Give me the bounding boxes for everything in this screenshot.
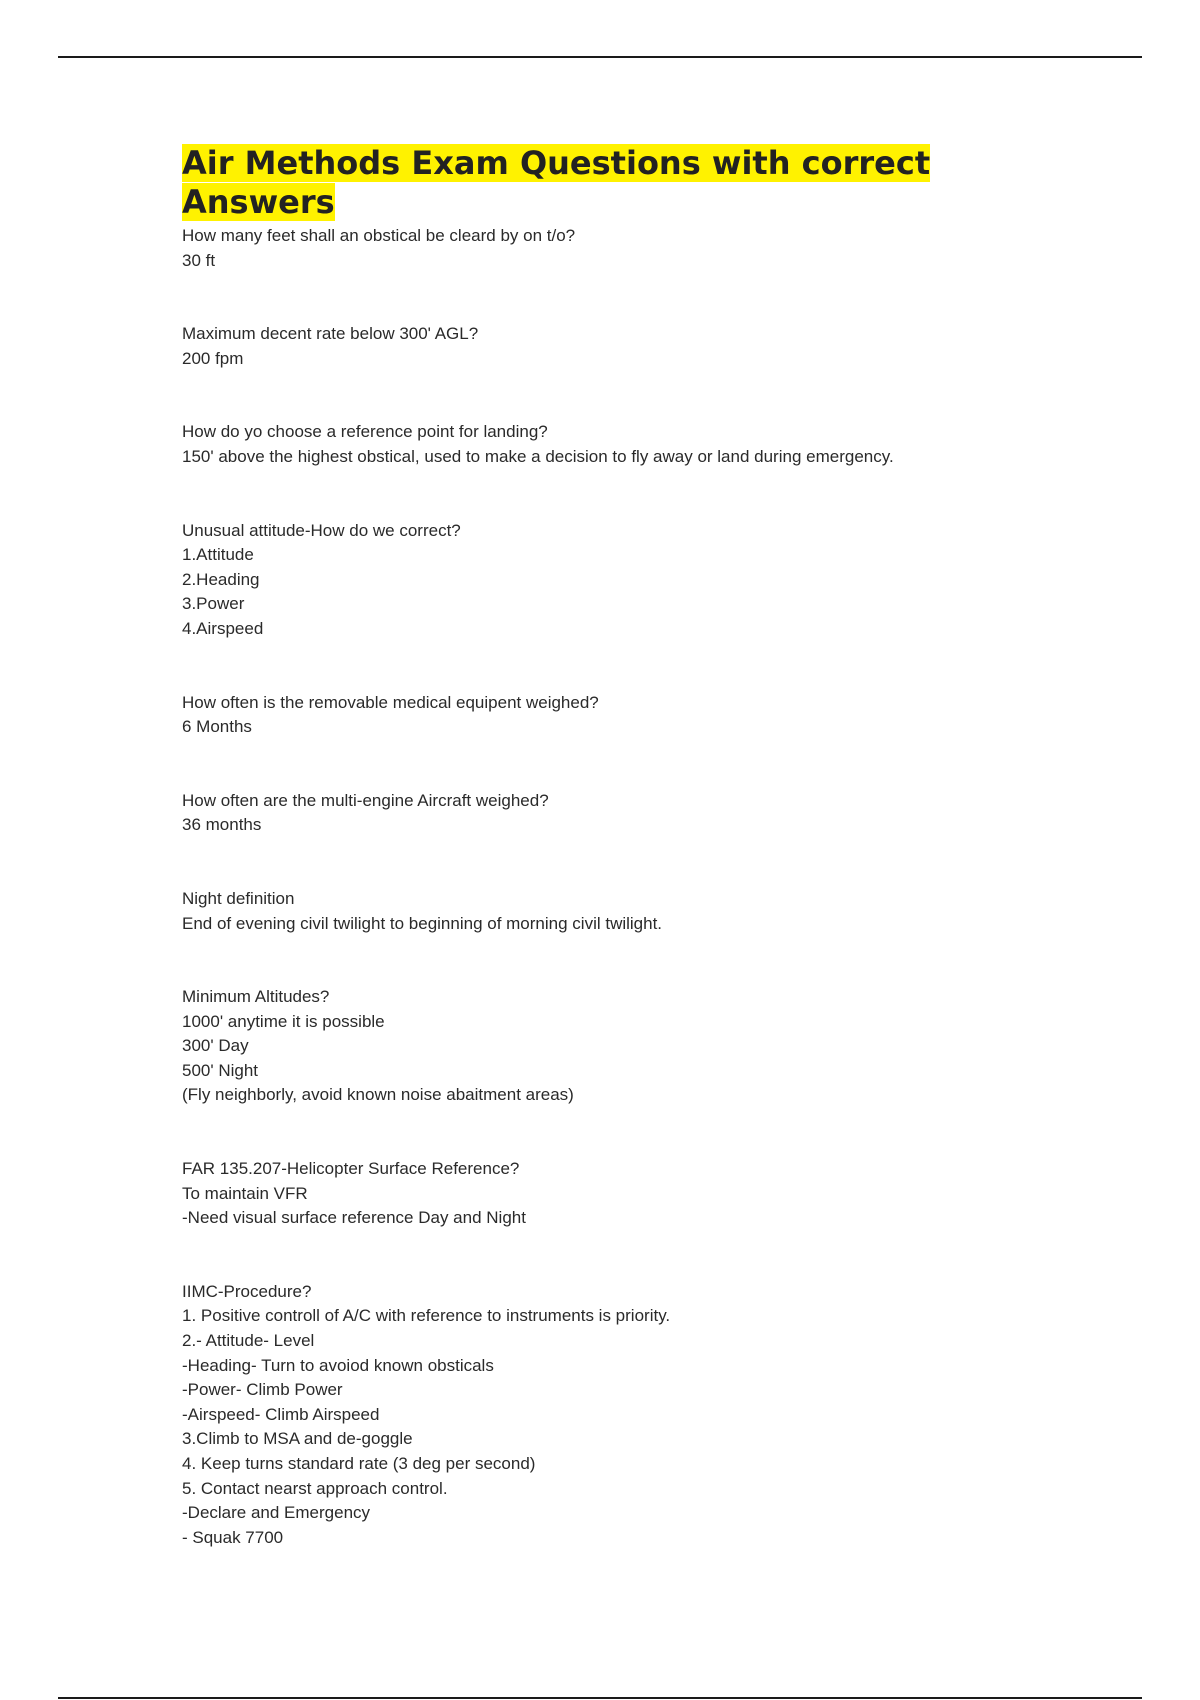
question-text: How many feet shall an obstical be cleard by on t/o? [182,226,576,245]
answer-line: 3.Power [182,594,245,614]
question-text: Night definition [182,888,295,908]
question-text: FAR 135.207-Helicopter Surface Reference? [182,1159,520,1179]
answer-line: 1.Attitude [182,545,254,565]
question-text: Maximum decent rate below 300' AGL? [182,324,479,344]
qa-item [182,420,1082,469]
answer-line: 4. Keep turns standard rate (3 deg per second) [182,1454,536,1473]
answer-line: 1000' anytime it is possible [182,1011,385,1031]
answer-line: End of evening civil twilight to beginning of morning civil twilight. [182,913,663,933]
answer-line: To maintain VFR [182,1183,308,1203]
answer-line: 36 months [182,815,262,835]
question-text: How do yo choose a reference point for landing? [182,422,548,442]
question-text: IIMC-Procedure? [182,1281,312,1301]
qa-item [182,1280,1082,1551]
qa-item [182,691,1082,740]
document-title [182,144,1082,222]
title-highlight: Air Methods Exam Questions with correct Answers [182,144,931,221]
qa-item [182,887,1082,936]
answer-line: 150' above the highest obstical, used to make a decision to fly away or land during emergency. [182,446,894,466]
answer-line: 6 Months [182,717,252,737]
answer-line: -Heading- Turn to avoiod known obsticals [182,1355,494,1375]
answer-line: -Need visual surface reference Day and Night [182,1208,526,1228]
answer-line: (Fly neighborly, avoid known noise abaitment areas) [182,1085,574,1105]
qa-item [182,519,1082,642]
answer-line: 2.- Attitude- Level [182,1331,315,1351]
answer-line: 2.Heading [182,569,260,589]
answer-line: 300' Day [182,1036,249,1056]
bottom-rule [58,1697,1142,1699]
qa-list [182,224,1082,1550]
answer-line: -Power- Climb Power [182,1380,343,1400]
qa-item [182,789,1082,838]
answer-line: 4.Airspeed [182,618,264,638]
qa-item [182,1157,1082,1231]
top-rule [58,56,1142,58]
answer-line: 1. Positive controll of A/C with reference to instruments is priority. [182,1306,671,1326]
question-text: Unusual attitude-How do we correct? [182,520,461,540]
qa-item [182,985,1082,1108]
answer-line: 3.Climb to MSA and de-goggle [182,1429,413,1449]
answer-line: 5. Contact nearst approach control. [182,1478,448,1498]
question-text: Minimum Altitudes? [182,987,330,1007]
question-text: How often are the multi-engine Aircraft weighed? [182,790,549,810]
answer-line: 500' Night [182,1060,259,1080]
qa-item [182,322,1082,371]
document-body [182,144,1082,1599]
answer-line: -Declare and Emergency [182,1503,371,1523]
answer-line: - Squak 7700 [182,1527,284,1547]
answer-line: 200 fpm [182,348,244,368]
qa-item [182,224,1082,273]
answer-line: 30 ft [182,250,216,270]
question-text: How often is the removable medical equipent weighed? [182,692,599,712]
answer-line: -Airspeed- Climb Airspeed [182,1404,380,1424]
